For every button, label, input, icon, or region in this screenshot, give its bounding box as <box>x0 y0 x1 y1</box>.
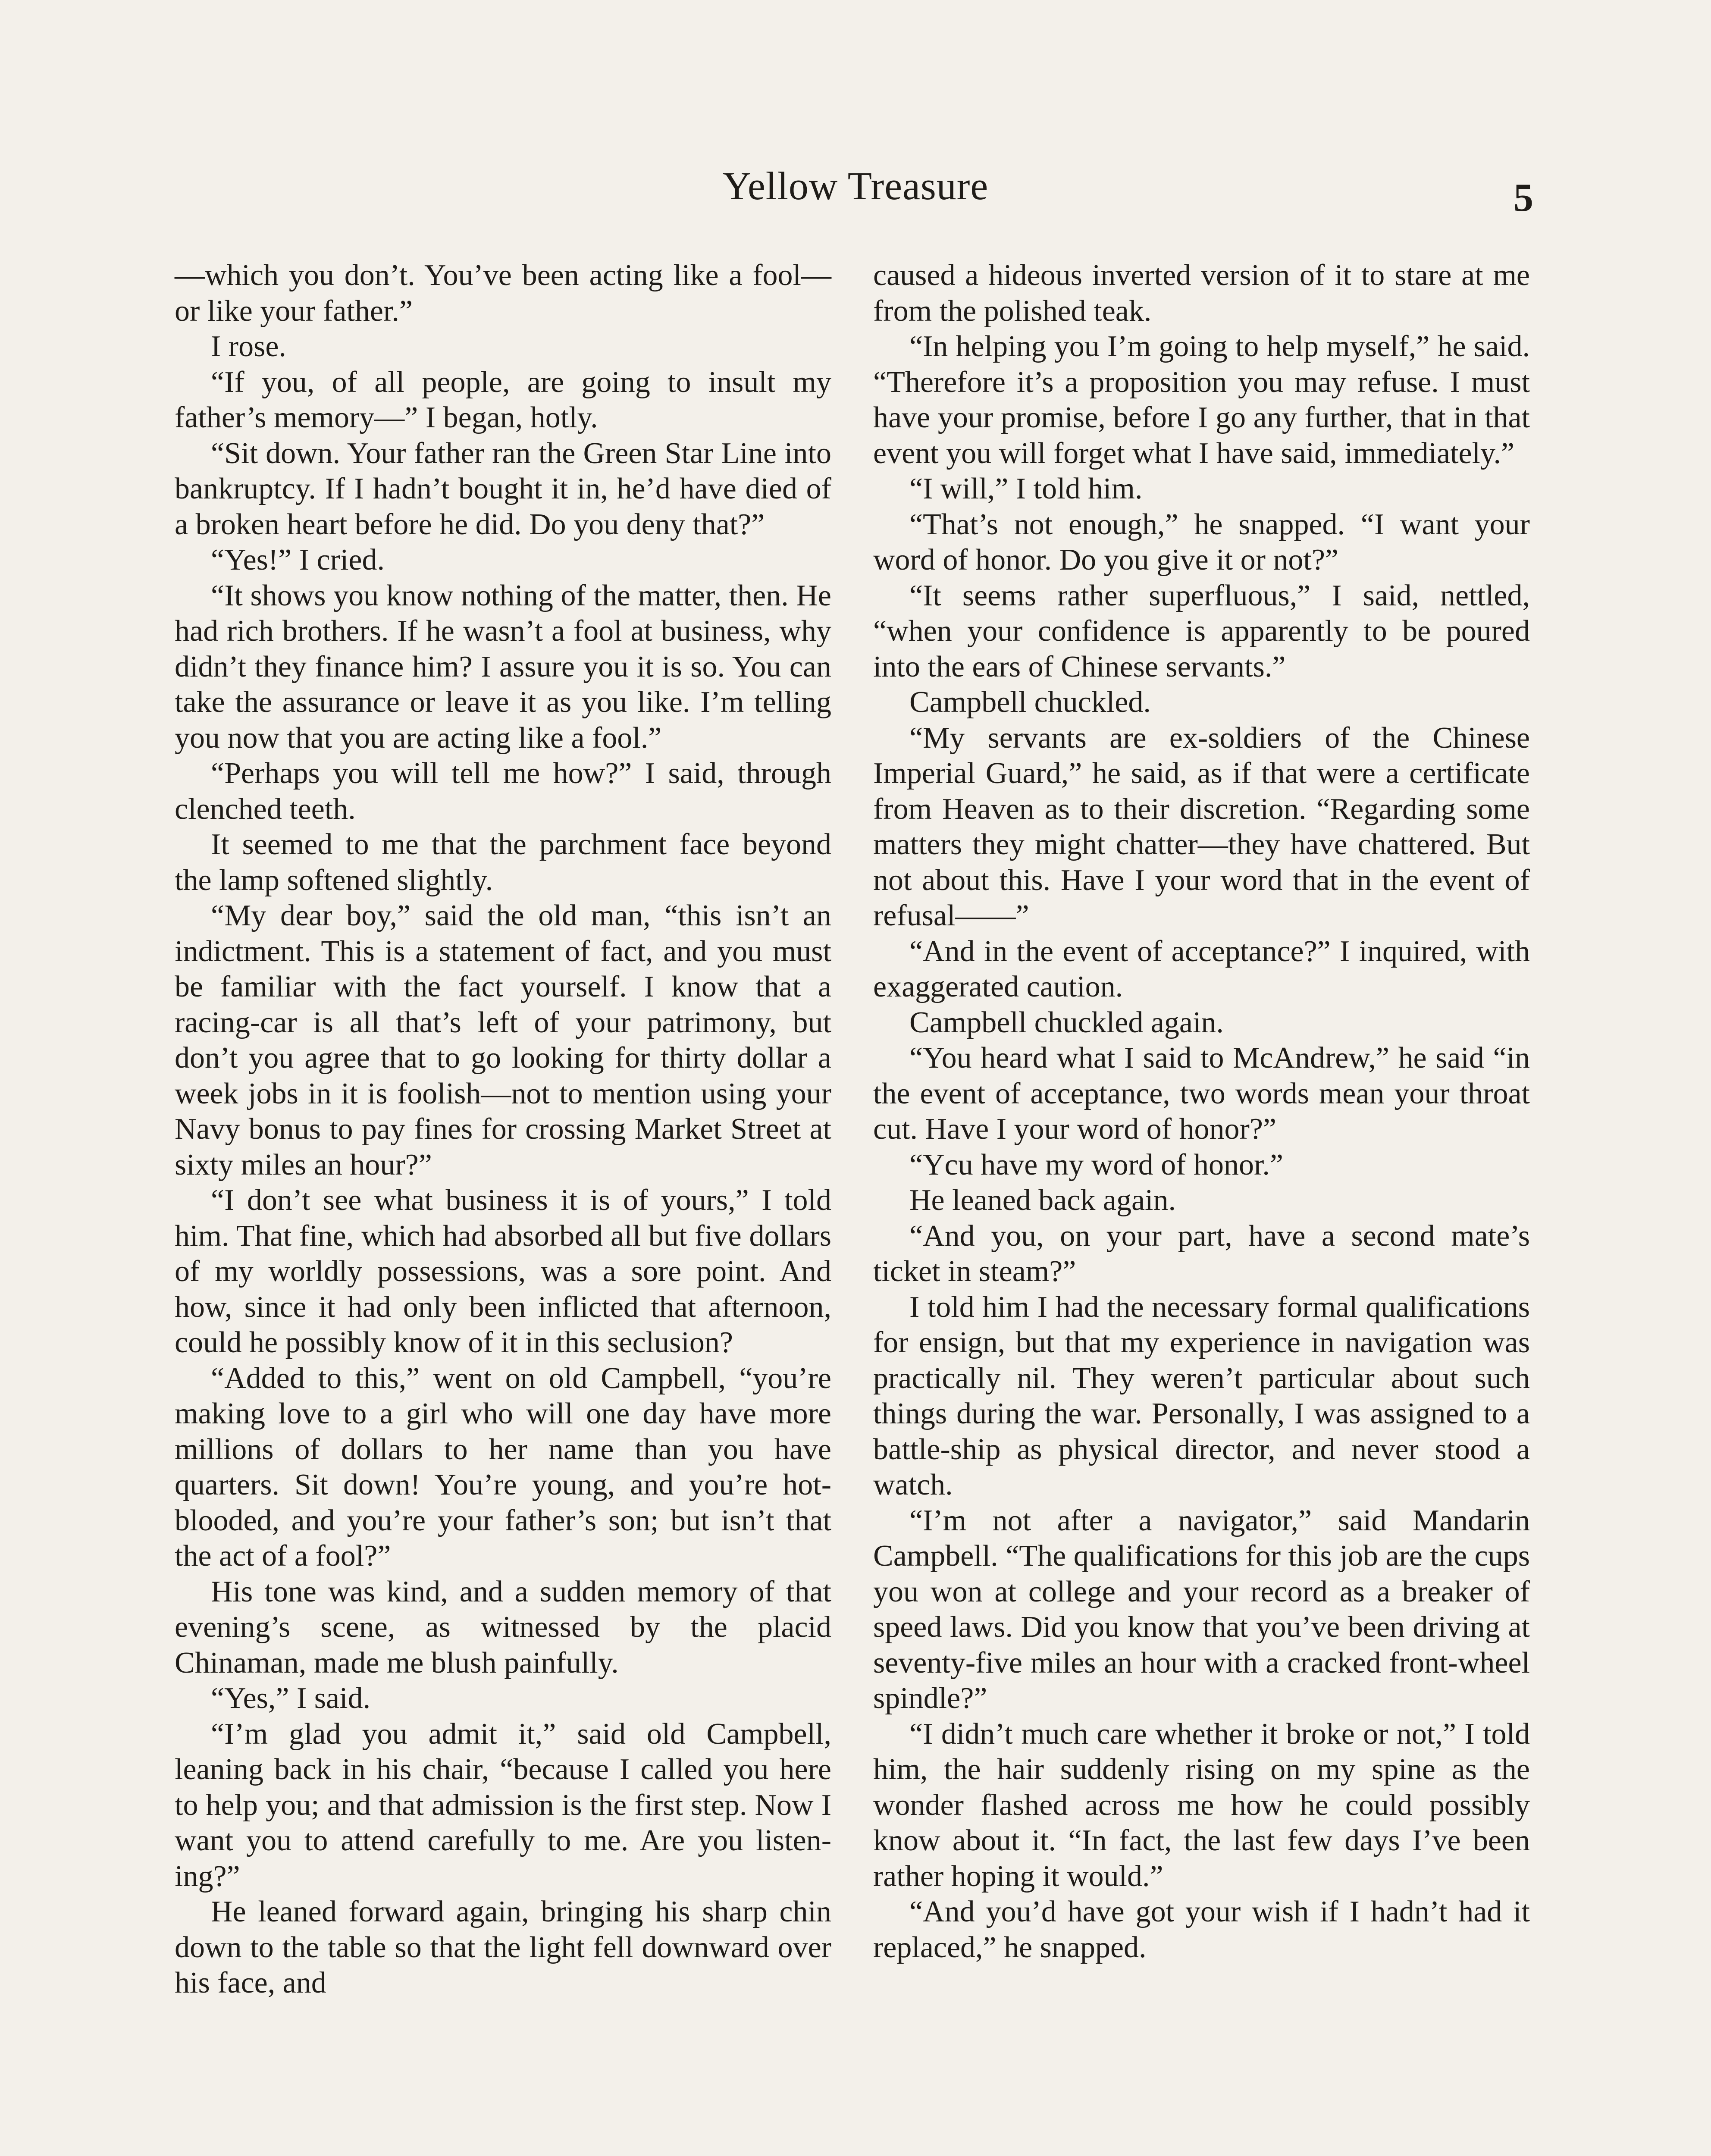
paragraph: “Yes,” I said. <box>211 1682 371 1715</box>
paragraph: “Added to this,” went on old Campbell, “you’re making love to a girl who will one day have more millions of dollars to her name than you have quarters. Sit down! You’re young, and you’re hot-blooded, and you’re your father’s son; but isn’t that the act of a fool?” <box>175 1361 831 1573</box>
paragraph: I rose. <box>211 330 286 363</box>
paragraph: “My dear boy,” said the old man, “this isn’t an indictment. This is a statement of fact, and you must be familiar with the fact yourself. I know that a racing-car is all that’s left of your patrimony, but don’t you agree that to go looking for thirty dollar a week jobs in it is foolish—not to mention using your Navy bonus to pay fines for crossing Market Street at sixty miles an hour?” <box>175 899 831 1181</box>
paragraph: His tone was kind, and a sudden memory of that evening’s scene, as witnessed by the placid Chinaman, made me blush painfully. <box>175 1575 831 1680</box>
paragraph: He leaned forward again, bringing his sharp chin down to the table so that the light fell downward over his face, and <box>175 1895 831 1999</box>
paragraph: Campbell chuckled. <box>909 686 1151 719</box>
paragraph: It seemed to me that the parchment face beyond the lamp softened slightly. <box>175 828 831 897</box>
paragraph: “Yes!” I cried. <box>211 543 385 577</box>
paragraph: “I’m glad you admit it,” said old Campbell, leaning back in his chair, “because I called you here to help you; and that admission is the first step. Now I want you to attend carefully to me. Are you listening?” <box>175 1717 831 1893</box>
paragraph: caused a hideous inverted version of it to stare at me from the polished teak. <box>873 259 1530 328</box>
paragraph: “It shows you know nothing of the matter, then. He had rich brothers. If he wasn’t a fool at business, why didn’t they finance him? I assure you it is so. You can take the assurance or leave it as you like. I’m telling you now that you are acting like a fool.” <box>175 579 831 755</box>
paragraph: “And in the event of acceptance?” I inquired, with exaggerated caution. <box>873 934 1530 1003</box>
paragraph: “And you’d have got your wish if I hadn’t had it replaced,” he snapped. <box>873 1895 1530 1964</box>
paragraph: “My servants are ex-soldiers of the Chinese Imperial Guard,” he said, as if that were a certificate from Heaven as to their discretion. “Regarding some matters they might chatter—they have chattered. But not about this. Have I your word that in the event of refusal——” <box>873 721 1530 932</box>
left-text-column <box>175 258 831 2001</box>
paragraph: “Sit down. Your father ran the Green Star Line into bankruptcy. If I hadn’t bought it in, he’d have died of a broken heart before he did. Do you deny that?” <box>175 436 831 541</box>
paragraph: “And you, on your part, have a second mate’s ticket in steam?” <box>873 1219 1530 1288</box>
paragraph: He leaned back again. <box>909 1184 1176 1217</box>
paragraph: “Ycu have my word of honor.” <box>909 1148 1283 1181</box>
paragraph: I told him I had the necessary formal qualifications for ensign, but that my experience in navigation was practically nil. They weren’t particular about such things during the war. Personally, I was assigned to a battle-ship as physical director, and never stood a watch. <box>873 1290 1530 1501</box>
paragraph: “I don’t see what business it is of yours,” I told him. That fine, which had absorbed all but five dollars of my worldly possessions, was a sore point. And how, since it had only been inflicted that afternoon, could he possibly know of it in this seclusion? <box>175 1184 831 1359</box>
paragraph: “It seems rather superfluous,” I said, nettled, “when your confidence is apparently to be poured into the ears of Chinese servants.” <box>873 579 1530 683</box>
paragraph: “I didn’t much care whether it broke or not,” I told him, the hair suddenly rising on my spine as the wonder flashed across me how he could possibly know about it. “In fact, the last few days I’ve been rather hoping it would.” <box>873 1717 1530 1893</box>
paragraph: —which you don’t. You’ve been acting like a fool—or like your father.” <box>175 259 831 328</box>
running-head-title: Yellow Treasure <box>722 164 989 208</box>
paragraph: “In helping you I’m going to help myself,” he said. “Therefore it’s a proposition you may refuse. I must have your promise, before I go any further, that in that event you will forget what I have said, immediately.” <box>873 330 1530 470</box>
paragraph: “Perhaps you will tell me how?” I said, through clenched teeth. <box>175 757 831 826</box>
right-text-column <box>873 258 1530 1965</box>
paragraph: Campbell chuckled again. <box>909 1006 1224 1039</box>
paragraph: “I’m not after a navigator,” said Mandarin Campbell. “The qualifications for this job are the cups you won at college and your record as a breaker of speed laws. Did you know that you’ve been driving at seventy-five miles an hour with a cracked front-wheel spindle?” <box>873 1504 1530 1715</box>
paragraph: “That’s not enough,” he snapped. “I want your word of honor. Do you give it or not?” <box>873 508 1530 577</box>
paragraph: “You heard what I said to McAndrew,” he said “in the event of acceptance, two words mean your throat cut. Have I your word of honor?” <box>873 1041 1530 1146</box>
paragraph: “If you, of all people, are going to insult my father’s memory—” I began, hotly. <box>175 365 831 434</box>
paragraph: “I will,” I told him. <box>909 472 1143 505</box>
page-number: 5 <box>1514 175 1533 219</box>
